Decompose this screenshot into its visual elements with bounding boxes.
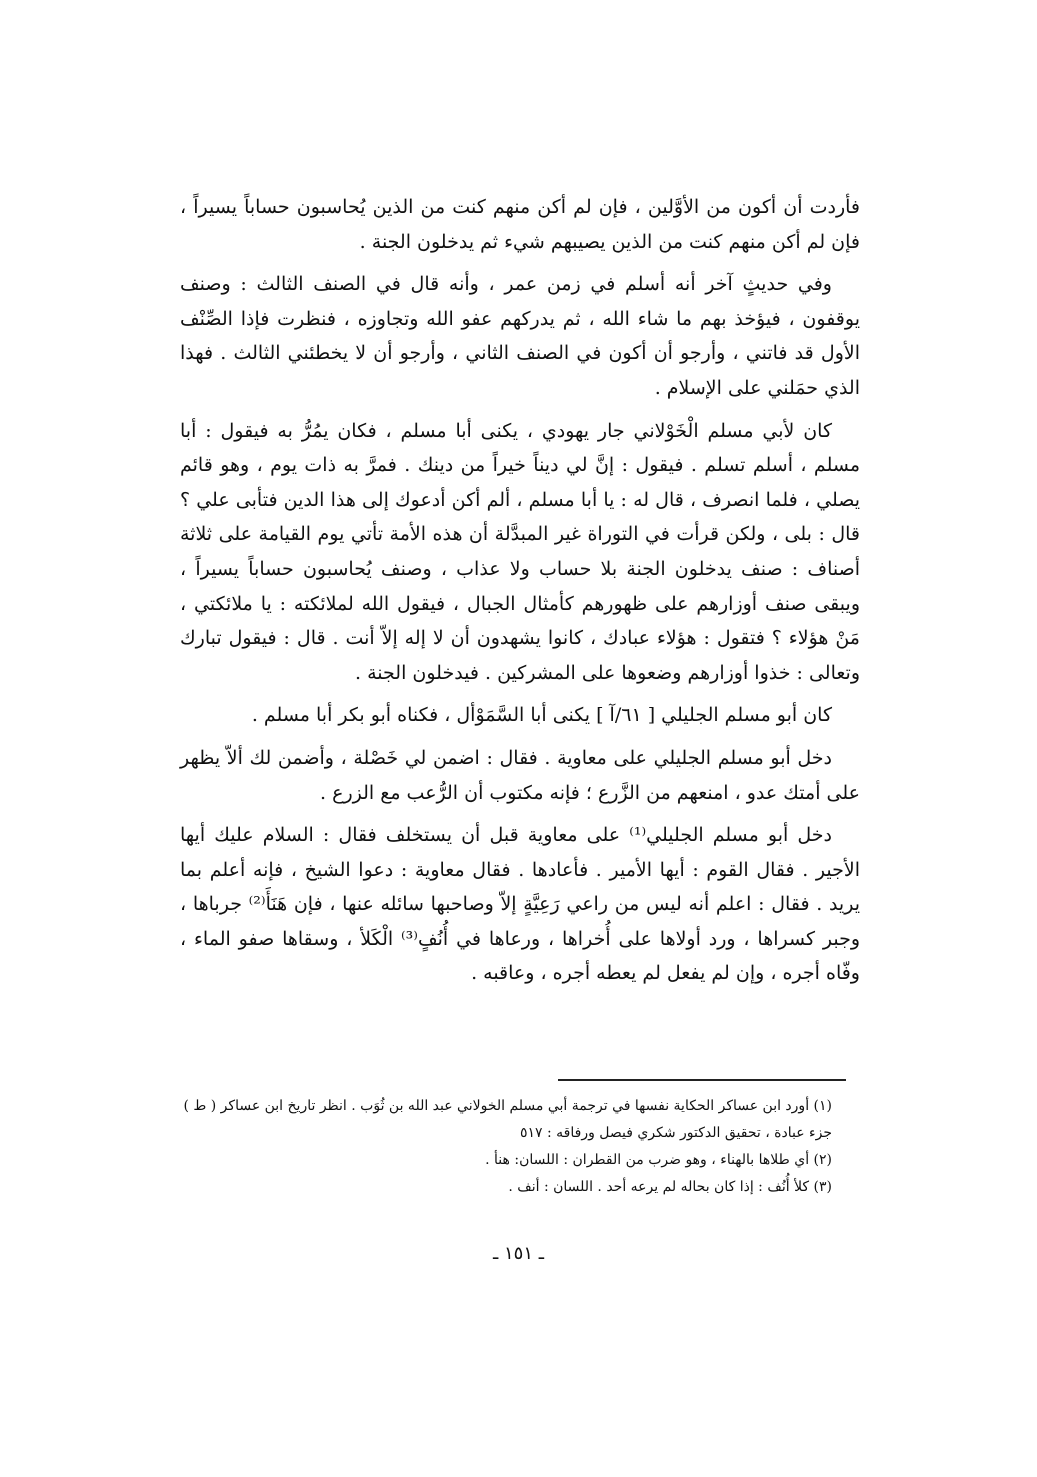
paragraph-6: دخل أبو مسلم الجليلي⁽¹⁾ على معاوية قبل أن يستخلف فقال : السلام عليك أيها الأجير . فقال القوم : أيها الأمير . فأعادها . فقال معاوية : دعوا الشيخ ، فإنه أعلم بما يريد . فقال : اعلم أنه ليس من راعي رَعِيَّةٍ إلاّ وصاحبها سائله عنها ، فإن هَنَأَ⁽²⁾ جرباها ، وجبر كسراها ، ورد أولاها على أُخراها ، ورعاها في أُنُفٍ⁽³⁾ الْكَلأ ، وسقاها صفو الماء ، وفّاه أجره ، وإن لم يفعل لم يعطه أجره ، وعاقبه .	[180, 824, 860, 985]
paragraph-2: وفي حديثٍ آخر أنه أسلم في زمن عمر ، وأنه قال في الصنف الثالث : وصنف يوقفون ، فيؤخذ بهم ما شاء الله ، ثم يدركهم عفو الله وتجاوزه ، فنظرت فإذا الصِّنْف الأول قد فاتني ، وأرجو أن أكون في الصنف الثاني ، وأرجو أن لا يخطئني الثالث . فهذا الذي حمَلني على الإسلام .	[180, 273, 860, 399]
footnote-1: (١) أورد ابن عساكر الحكاية نفسها في ترجمة أبي مسلم الخولاني عبد الله بن ثُوَب . انظر تاريخ ابن عساكر ( ط ) جزء عبادة ، تحقيق الدكتور شكري فيصل ورفاقه : ٥١٧	[183, 1098, 832, 1141]
footnotes	[180, 1093, 860, 1201]
paragraph-3: كان لأبي مسلم الْخَوْلاني جار يهودي ، يكنى أبا مسلم ، فكان يمُرُّ به فيقول : أبا مسلم ، أسلم تسلم . فيقول : إنَّ لي ديناً خيراً من دينك . فمرَّ به ذات يوم ، وهو قائم يصلي ، فلما انصرف ، قال له : يا أبا مسلم ، ألم أكن أدعوك إلى هذا الدين فتأبى علي ؟ قال : بلى ، ولكن قرأت في التوراة غير المبدَّلة أن هذه الأمة تأتي يوم القيامة على ثلاثة أصناف : صنف يدخلون الجنة بلا حساب ولا عذاب ، وصنف يُحاسبون حساباً يسيراً ، ويبقى صنف أوزارهم على ظهورهم كأمثال الجبال ، فيقول الله لملائكته : يا ملائكتي ، مَنْ هؤلاء ؟ فتقول : هؤلاء عبادك ، كانوا يشهدون أن لا إله إلاّ أنت . قال : فيقول تبارك وتعالى : خذوا أوزارهم وضعوها على المشركين . فيدخلون الجنة .	[180, 419, 860, 684]
footnote-3: (٣) كلأ أُنُف : إذا كان بحاله لم يرعه أحد . اللسان : أنف .	[508, 1179, 832, 1195]
page-number: ـ ١٥١ ـ	[492, 1243, 544, 1264]
paragraph-5: دخل أبو مسلم الجليلي على معاوية . فقال : اضمن لي خَصْلة ، وأضمن لك ألاّ يظهر على أمتك عدو ، امنعهم من الزَّرع ؛ فإنه مكتوب أن الرُّعب مع الزرع .	[180, 746, 860, 804]
main-text	[180, 190, 860, 999]
footnote-2: (٢) أي طلاها بالهناء ، وهو ضرب من القطران : اللسان: هنأ .	[485, 1152, 832, 1168]
paragraph-4: كان أبو مسلم الجليلي [ ٦١/آ ] يكنى أبا السَّمَوْأل ، فكناه أبو بكر أبا مسلم .	[251, 704, 832, 727]
footnote-separator	[558, 1079, 846, 1081]
paragraph-1: فأردت أن أكون من الأوَّلين ، فإن لم أكن منهم كنت من الذين يُحاسبون حساباً يسيراً ، فإن لم أكن منهم كنت من الذين يصيبهم شيء ثم يدخلون الجنة .	[180, 196, 860, 253]
